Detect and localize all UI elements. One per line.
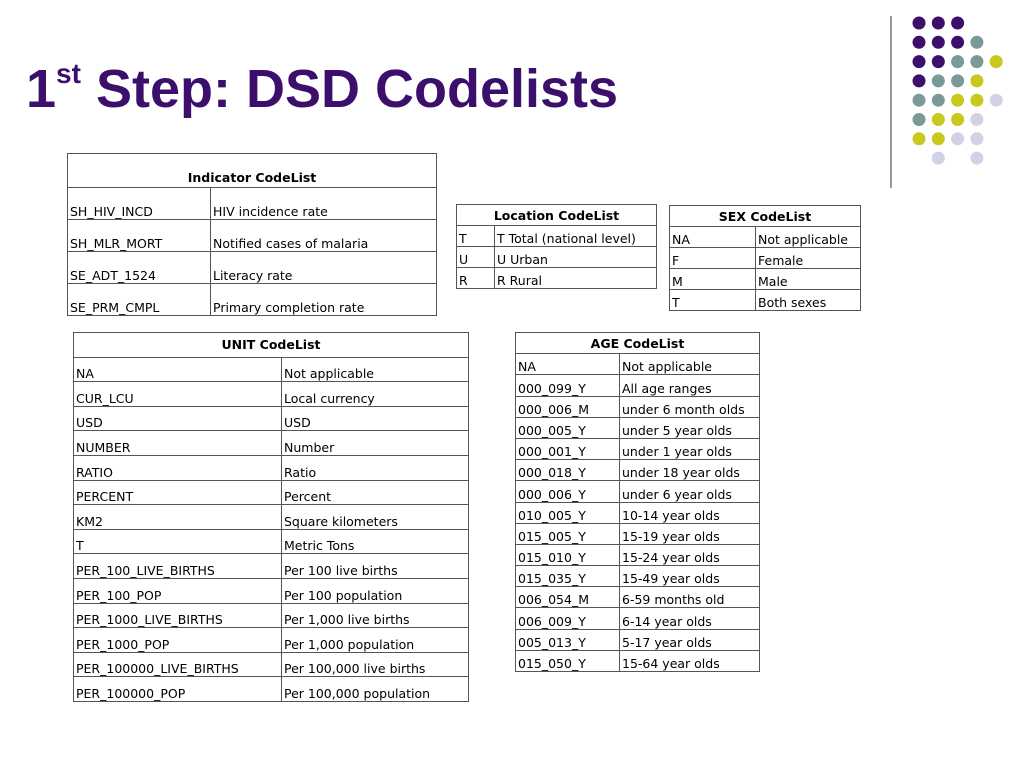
age-codelist-row (516, 523, 760, 544)
page-title: 1st Step: DSD Codelists (26, 58, 619, 119)
unit-label-cell: Metric Tons (282, 529, 469, 554)
unit-code-cell: USD (74, 406, 282, 431)
decorative-dot (913, 55, 926, 68)
unit-label-cell: Square kilometers (282, 505, 469, 530)
unit-codelist-row (74, 382, 469, 407)
age-label-cell: 15-24 year olds (620, 544, 760, 565)
location-label-cell: U Urban (495, 247, 657, 268)
decorative-divider-line (890, 16, 892, 188)
sex-label-cell: Both sexes (756, 290, 861, 311)
sex-label-cell: Female (756, 248, 861, 269)
unit-code-cell: PER_100_POP (74, 578, 282, 603)
age-code-cell: 015_035_Y (516, 566, 620, 587)
decorative-dot (932, 17, 945, 30)
decorative-dot (951, 94, 964, 107)
unit-codelist-row (74, 480, 469, 505)
title-superscript: st (56, 58, 81, 89)
decorative-dot (951, 17, 964, 30)
age-label-cell: under 6 year olds (620, 481, 760, 502)
unit-code-cell: PER_100000_POP (74, 677, 282, 702)
decorative-dot (932, 113, 945, 126)
decorative-dot (951, 55, 964, 68)
age-code-cell: 005_013_Y (516, 629, 620, 650)
age-code-cell: 006_054_M (516, 587, 620, 608)
indicator-codelist-row (68, 188, 437, 220)
unit-codelist-row (74, 652, 469, 677)
indicator-label-cell: HIV incidence rate (211, 188, 437, 220)
unit-label-cell: Per 1,000 population (282, 628, 469, 653)
decorative-dot (970, 74, 983, 87)
age-codelist-row (516, 566, 760, 587)
indicator-codelist-header: Indicator CodeList (68, 154, 437, 188)
unit-label-cell: Per 100,000 population (282, 677, 469, 702)
unit-code-cell: T (74, 529, 282, 554)
indicator-codelist-row (68, 220, 437, 252)
unit-code-cell: RATIO (74, 455, 282, 480)
location-label-cell: R Rural (495, 268, 657, 289)
location-codelist-row (457, 226, 657, 247)
age-code-cell: 000_099_Y (516, 375, 620, 396)
unit-label-cell: Per 100,000 live births (282, 652, 469, 677)
age-label-cell: under 1 year olds (620, 438, 760, 459)
age-codelist-row (516, 608, 760, 629)
age-label-cell: under 6 month olds (620, 396, 760, 417)
sex-label-cell: Not applicable (756, 227, 861, 248)
age-code-cell: 010_005_Y (516, 502, 620, 523)
location-code-cell: U (457, 247, 495, 268)
age-label-cell: All age ranges (620, 375, 760, 396)
decorative-dot (951, 36, 964, 49)
unit-label-cell: Percent (282, 480, 469, 505)
sex-codelist-row (670, 290, 861, 311)
age-codelist-row (516, 375, 760, 396)
age-label-cell: under 5 year olds (620, 417, 760, 438)
indicator-code-cell: SE_ADT_1524 (68, 252, 211, 284)
decorative-dot (913, 94, 926, 107)
age-codelist-row (516, 354, 760, 375)
indicator-codelist-row (68, 284, 437, 316)
unit-label-cell: Number (282, 431, 469, 456)
unit-code-cell: PER_1000_POP (74, 628, 282, 653)
unit-codelist-row (74, 505, 469, 530)
sex-code-cell: NA (670, 227, 756, 248)
age-codelist-row (516, 481, 760, 502)
location-code-cell: R (457, 268, 495, 289)
decorative-dot (913, 17, 926, 30)
age-codelist-row (516, 629, 760, 650)
unit-codelist-row (74, 603, 469, 628)
location-codelist-header: Location CodeList (457, 205, 657, 226)
sex-codelist-row (670, 248, 861, 269)
age-code-cell: 000_018_Y (516, 460, 620, 481)
indicator-code-cell: SH_HIV_INCD (68, 188, 211, 220)
unit-codelist-row (74, 431, 469, 456)
age-codelist-row (516, 502, 760, 523)
decorative-dot (932, 94, 945, 107)
unit-code-cell: PERCENT (74, 480, 282, 505)
decorative-dot (913, 113, 926, 126)
location-label-cell: T Total (national level) (495, 226, 657, 247)
unit-label-cell: Per 1,000 live births (282, 603, 469, 628)
age-codelist-row (516, 587, 760, 608)
age-label-cell: 15-64 year olds (620, 650, 760, 671)
unit-codelist-table (73, 332, 469, 702)
age-codelist-row (516, 650, 760, 671)
age-label-cell: 15-49 year olds (620, 566, 760, 587)
age-code-cell: 015_050_Y (516, 650, 620, 671)
sex-code-cell: T (670, 290, 756, 311)
unit-code-cell: NUMBER (74, 431, 282, 456)
unit-codelist-row (74, 455, 469, 480)
decorative-dot (970, 55, 983, 68)
decorative-dot (990, 94, 1003, 107)
decorative-dot (913, 36, 926, 49)
sex-codelist-header: SEX CodeList (670, 206, 861, 227)
unit-codelist-row (74, 677, 469, 702)
decorative-dot (932, 132, 945, 145)
unit-code-cell: PER_100_LIVE_BIRTHS (74, 554, 282, 579)
age-codelist-table (515, 332, 760, 672)
unit-label-cell: Per 100 population (282, 578, 469, 603)
unit-code-cell: NA (74, 357, 282, 382)
decorative-dot (932, 55, 945, 68)
age-label-cell: 15-19 year olds (620, 523, 760, 544)
age-label-cell: 6-59 months old (620, 587, 760, 608)
indicator-label-cell: Literacy rate (211, 252, 437, 284)
decorative-dot (970, 94, 983, 107)
age-code-cell: 006_009_Y (516, 608, 620, 629)
age-codelist-row (516, 438, 760, 459)
age-codelist-row (516, 396, 760, 417)
indicator-code-cell: SE_PRM_CMPL (68, 284, 211, 316)
unit-code-cell: KM2 (74, 505, 282, 530)
age-label-cell: under 18 year olds (620, 460, 760, 481)
decorative-dot (913, 74, 926, 87)
unit-label-cell: Per 100 live births (282, 554, 469, 579)
unit-codelist-row (74, 406, 469, 431)
age-code-cell: 015_005_Y (516, 523, 620, 544)
location-code-cell: T (457, 226, 495, 247)
indicator-label-cell: Notified cases of malaria (211, 220, 437, 252)
decorative-dot (970, 113, 983, 126)
unit-code-cell: PER_1000_LIVE_BIRTHS (74, 603, 282, 628)
sex-label-cell: Male (756, 269, 861, 290)
decorative-dot (932, 152, 945, 165)
age-codelist-header: AGE CodeList (516, 333, 760, 354)
decorative-dot (951, 113, 964, 126)
decorative-dot (913, 132, 926, 145)
unit-codelist-header: UNIT CodeList (74, 333, 469, 358)
unit-codelist-row (74, 578, 469, 603)
age-code-cell: 000_001_Y (516, 438, 620, 459)
decorative-dot (951, 132, 964, 145)
sex-codelist-table (669, 205, 861, 311)
location-codelist-row (457, 268, 657, 289)
unit-codelist-row (74, 554, 469, 579)
age-code-cell: NA (516, 354, 620, 375)
decorative-dot (932, 74, 945, 87)
age-label-cell: Not applicable (620, 354, 760, 375)
unit-code-cell: CUR_LCU (74, 382, 282, 407)
decorative-dot (951, 74, 964, 87)
age-codelist-row (516, 544, 760, 565)
sex-code-cell: F (670, 248, 756, 269)
indicator-code-cell: SH_MLR_MORT (68, 220, 211, 252)
age-label-cell: 5-17 year olds (620, 629, 760, 650)
location-codelist-table (456, 204, 657, 289)
age-label-cell: 10-14 year olds (620, 502, 760, 523)
age-code-cell: 000_006_Y (516, 481, 620, 502)
age-code-cell: 000_005_Y (516, 417, 620, 438)
location-codelist-row (457, 247, 657, 268)
indicator-codelist-table (67, 153, 437, 316)
decorative-dot (990, 55, 1003, 68)
age-label-cell: 6-14 year olds (620, 608, 760, 629)
age-codelist-row (516, 417, 760, 438)
sex-codelist-row (670, 227, 861, 248)
unit-codelist-row (74, 628, 469, 653)
unit-label-cell: Ratio (282, 455, 469, 480)
unit-code-cell: PER_100000_LIVE_BIRTHS (74, 652, 282, 677)
age-codelist-row (516, 460, 760, 481)
indicator-codelist-row (68, 252, 437, 284)
unit-label-cell: Local currency (282, 382, 469, 407)
decorative-dot (970, 132, 983, 145)
unit-codelist-row (74, 357, 469, 382)
indicator-label-cell: Primary completion rate (211, 284, 437, 316)
decorative-dot (932, 36, 945, 49)
unit-label-cell: USD (282, 406, 469, 431)
decorative-dot (970, 152, 983, 165)
age-code-cell: 015_010_Y (516, 544, 620, 565)
age-code-cell: 000_006_M (516, 396, 620, 417)
decorative-dot (970, 36, 983, 49)
unit-label-cell: Not applicable (282, 357, 469, 382)
sex-codelist-row (670, 269, 861, 290)
unit-codelist-row (74, 529, 469, 554)
sex-code-cell: M (670, 269, 756, 290)
